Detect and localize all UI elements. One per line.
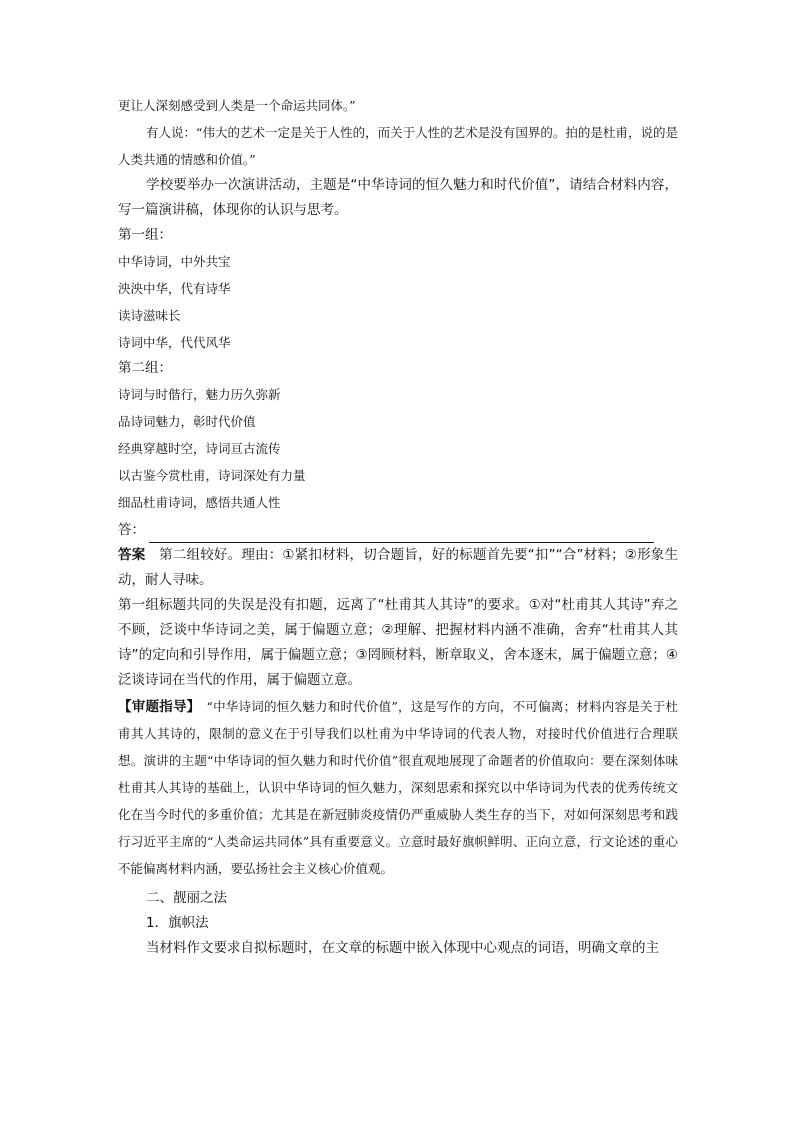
group2-item: 品诗词魅力，彰时代价值 <box>118 414 256 429</box>
group1-item: 中华诗词，中外共宝 <box>118 254 231 269</box>
guide-paragraph <box>118 693 678 882</box>
section-title: 二、靓丽之法 <box>146 890 227 906</box>
answer-paragraph <box>118 543 678 593</box>
guide-text: “中华诗词的恒久魅力和时代价值”，这是写作的方向，不可偏离；材料内容是关于杜甫其人其诗的，限制的意义在于引导我们以杜甫为中华诗词的代表人物，对接时代价值进行合理联想。演讲的主题“中华诗词的恒久魅力和时代价值”很直观地展现了命题者的价值取向：要在深刻体味杜甫其人其诗的基础上，认识中华诗词的恒久魅力，深刻思索和探究以中华诗词为代表的优秀传统文化在当今时代的多重价值；尤其是在新冠肺炎疫情仍严重威胁人类生存的当下，对如何深刻思考和践行习近平主席的“人类命运共同体”具有重要意义。立意时最好旗帜鲜明、正向立意，行文论述的重心不能偏离材料内涵，要弘扬社会主义核心价值观。 <box>118 699 678 876</box>
subsection-title: 1．旗帜法 <box>146 915 209 931</box>
answer-explanation: 第一组标题共同的失误是没有扣题，远离了“杜甫其人其诗”的要求。①对“杜甫其人其诗”弃之不顾，泛谈中华诗词之美，属于偏题立意；②理解、把握材料内涵不准确，舍弃“杜甫其人其诗”的定向和引导作用，属于偏题立意；③罔顾材料，断章取义，舍本逐末，属于偏题立意；④泛谈诗词在当代的作用，属于偏题立意。 <box>118 597 678 688</box>
answer-prompt: 答： <box>118 522 145 538</box>
group2-item: 诗词与时偕行，魅力历久弥新 <box>118 387 281 402</box>
task-paragraph: 学校要举办一次演讲活动，主题是“中华诗词的恒久魅力和时代价值”，请结合材料内容，写一篇演讲稿，体现你的认识与思考。 <box>118 177 678 218</box>
section-body: 当材料作文要求自拟标题时，在文章的标题中嵌入体现中心观点的词语，明确文章的主 <box>146 940 659 956</box>
answer-blank-line <box>118 518 678 543</box>
group2-item: 经典穿越时空，诗词亘古流传 <box>118 441 281 456</box>
quote-paragraph: 有人说：“伟大的艺术一定是关于人性的，而关于人性的艺术是没有国界的。拍的是杜甫，说的是人类共通的情感和价值。” <box>118 125 678 167</box>
group1-item: 诗词中华，代代风华 <box>118 335 231 350</box>
answer-underline <box>149 526 654 543</box>
answer-label: 答案 <box>118 547 146 563</box>
group1-item: 读诗滋味长 <box>118 308 181 323</box>
group2-item: 细品杜甫诗词，感悟共通人性 <box>118 495 281 510</box>
group1-title: 第一组： <box>118 227 172 243</box>
group2-title: 第二组： <box>118 360 172 376</box>
group2-item: 以古鉴今赏杜甫，诗词深处有力量 <box>118 468 306 483</box>
guide-label: 【审题指导】 <box>118 699 194 715</box>
group1-item: 泱泱中华，代有诗华 <box>118 281 231 296</box>
document-content <box>118 92 678 961</box>
intro-line: 更让人深刻感受到人类是一个命运共同体。” <box>118 98 356 113</box>
answer-text: 第二组较好。理由：①紧扣材料，切合题旨，好的标题首先要“扣”“合”材料；②形象生动，耐人寻味。 <box>118 547 678 588</box>
